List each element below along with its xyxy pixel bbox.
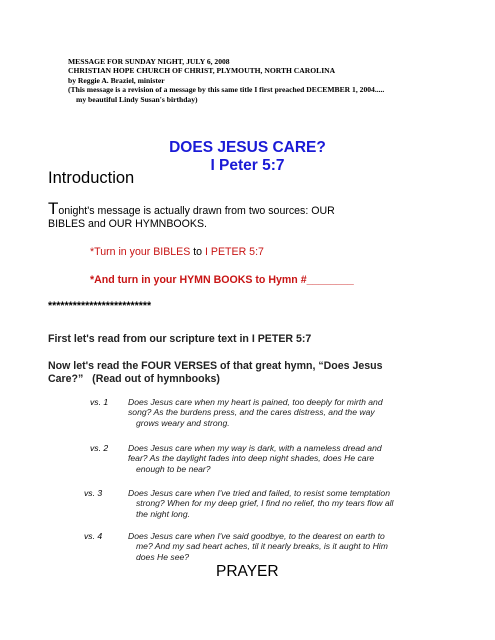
verse-text-4 [128,531,438,562]
hymn-read-line-2b: (Read out of hymnbooks) [92,372,220,385]
turn-bibles-prefix: *Turn in your BIBLES [90,246,191,258]
drop-cap: T [48,199,59,218]
hymn-read-line-2a: Care?” [48,372,84,385]
verse-number-4: vs. 4 [84,531,103,541]
verse-4-line-2: me? And my sad heart aches, til it nearly breaks, is it aught to Him [136,541,388,552]
verse-2-line-3: enough to be near? [136,463,211,474]
verse-number-2: vs. 2 [90,443,109,453]
asterisk-separator: ************************* [48,300,152,312]
verse-1-line-1: Does Jesus care when my heart is pained, too deeply for mirth and [128,397,383,407]
verse-3-line-3: the night long. [136,508,190,519]
verse-4-line-3: does He see? [136,551,190,562]
intro-line-2: BIBLES and OUR HYMNBOOKS. [48,217,207,230]
sermon-title: DOES JESUS CARE? [169,139,326,156]
verse-2-line-1: Does Jesus care when my way is dark, with a nameless dread and [128,443,382,453]
prayer-heading: PRAYER [216,563,279,580]
header-line-author: by Reggie A. Braziel, minister [68,75,165,85]
verse-1-line-3: grows weary and strong. [136,417,230,428]
verse-2-line-2: fear? As the daylight fades into deep night shades, does He care [128,453,375,464]
turn-bibles-reference: I PETER 5:7 [205,246,264,258]
turn-bibles-instruction [90,246,490,259]
sermon-header [68,57,478,104]
hymn-number-blank: ________ [306,274,354,286]
verse-number-3: vs. 3 [84,488,103,498]
verse-1-line-2: song? As the burdens press, and the cares distress, and the way [128,407,375,418]
scripture-reference-title: I Peter 5:7 [210,157,285,174]
verse-3-line-1: Does Jesus care when I've tried and failed, to resist some temptation [128,488,390,498]
verse-text-3 [128,488,438,519]
header-line-date: MESSAGE FOR SUNDAY NIGHT, JULY 6, 2008 [68,57,230,66]
verse-number-1: vs. 1 [90,397,109,407]
turn-hymn-instruction [90,274,490,287]
intro-line-1: onight's message is actually drawn from two sources: OUR [58,205,335,217]
scripture-read-line: First let's read from our scripture text in I PETER 5:7 [48,333,312,345]
verse-text-1 [128,397,438,428]
verse-4-line-1: Does Jesus care when I've said goodbye, to the dearest on earth to [128,531,385,541]
introduction-paragraph [48,199,448,231]
introduction-heading: Introduction [48,169,135,187]
verse-text-2 [128,443,438,474]
turn-bibles-to: to [190,246,206,258]
hymn-read-line-1: Now let's read the FOUR VERSES of that great hymn, “Does Jesus [48,360,383,372]
verse-3-line-2: strong? When for my deep grief, I find no relief, tho my tears flow all [136,498,394,509]
header-line-revision: (This message is a revision of a message by this same title I first preached DECEMBER 1, 2004..... [68,85,385,95]
header-line-church: CHRISTIAN HOPE CHURCH OF CHRIST, PLYMOUTH, NORTH CAROLINA [68,66,336,76]
turn-hymn-text: *And turn in your HYMN BOOKS to Hymn # [90,274,307,286]
hymn-read-instruction [48,360,448,386]
header-line-birthday: my beautiful Lindy Susan's birthday) [76,94,198,104]
